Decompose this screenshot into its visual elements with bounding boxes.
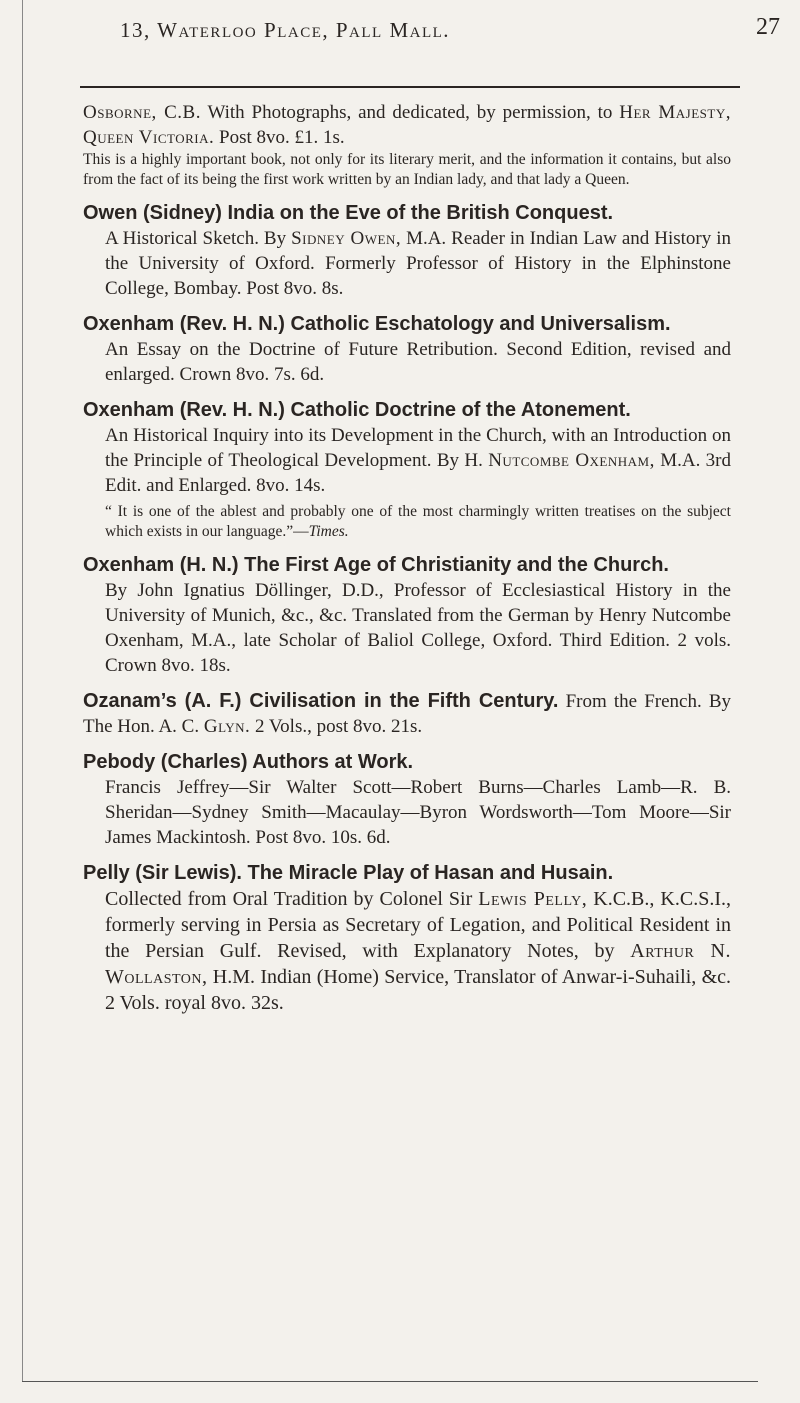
header-rule (80, 86, 740, 88)
catalogue-entry-owen (83, 200, 731, 301)
entry-text: With Photographs, and dedicated, by permission, to (200, 102, 620, 123)
entry-heading: Oxenham (Rev. H. N.) Catholic Eschatology and Universalism. (83, 313, 671, 335)
entry-description (83, 886, 731, 1016)
catalogue-entry-oxenham-atonement (83, 397, 731, 542)
entry-author: Nutcombe Oxenham, (488, 450, 655, 471)
page-number: 27 (756, 14, 780, 40)
catalogue-entry-osborne (83, 100, 731, 190)
catalogue-entry-oxenham-first-age (83, 552, 731, 678)
entry-text: Collected from Oral Tradition by Colonel Sir (105, 888, 479, 910)
entry-author: Lewis Pelly, (478, 888, 588, 910)
catalogue-entry-ozanam (83, 688, 731, 739)
entry-text: K.C.B., K.C.S.I., formerly serving in Persia as Secretary of Legation, and Political Resident in the Persian Gulf. Revised, with Explanatory Notes, by (105, 888, 731, 962)
catalogue-entries (83, 100, 731, 1026)
catalogue-entry-pebody (83, 749, 731, 850)
entry-heading: Pebody (Charles) Authors at Work. (83, 751, 414, 773)
entry-heading: Pelly (Sir Lewis). The Miracle Play of Hasan and Husain. (83, 862, 614, 884)
entry-heading: Oxenham (H. N.) The First Age of Christianity and the Church. (83, 554, 669, 576)
header-title: 13, Waterloo Place, Pall Mall. (120, 18, 451, 42)
entry-text: A Historical Sketch. By (105, 228, 292, 249)
entry-heading: Ozanam’s (A. F.) Civilisation in the Fifth Century. (83, 690, 559, 712)
entry-author: Glyn. (203, 716, 251, 737)
entry-text: H.M. Indian (Home) Service, Translator of Anwar-i-Suhaili, &c. 2 Vols. royal 8vo. 32s. (105, 966, 731, 1014)
entry-text: 2 Vols., post 8vo. 21s. (250, 716, 423, 737)
entry-description (83, 688, 731, 739)
entry-text: M.A. Reader in Indian Law and History in the University of Oxford. Formerly Professor of History in the Elphinstone College, Bombay. Post 8vo. 8s. (105, 228, 731, 299)
entry-description (83, 423, 731, 498)
entry-description: An Essay on the Doctrine of Future Retribution. Second Edition, revised and enlarged. Crown 8vo. 7s. 6d. (105, 339, 731, 385)
entry-description: Francis Jeffrey—Sir Walter Scott—Robert Burns—Charles Lamb—R. B. Sheridan—Sydney Smith—Macaulay—Byron Wordsworth—Tom Moore—Sir James Mackintosh. Post 8vo. 10s. 6d. (105, 777, 731, 848)
left-margin-line (22, 0, 23, 1381)
entry-author: Osborne, C.B. (83, 102, 201, 123)
entry-heading: Owen (Sidney) India on the Eve of the British Conquest. (83, 202, 614, 224)
entry-text: An Historical Inquiry into its Development in the Church, with an Introduction on the Principle of Theological Development. By H. (105, 425, 731, 471)
running-header (120, 14, 780, 48)
quote-text: “ It is one of the ablest and probably one of the most charmingly written treatises on the subject which exists in our language.”— (105, 503, 731, 540)
entry-note: This is a highly important book, not only for its literary merit, and the information it contains, but also from the fact of its being the first work written by an Indian lady, and that lady a Queen. (83, 151, 731, 188)
entry-text: M.A. 3rd Edit. and Enlarged. 8vo. 14s. (105, 450, 731, 496)
entry-text: From the French. By The Hon. A. C. (83, 691, 731, 737)
entry-description (83, 226, 731, 301)
entry-price: Post 8vo. £1. 1s. (214, 127, 345, 148)
entry-description (83, 100, 731, 150)
entry-review-quote (83, 502, 731, 542)
quote-source: Times. (308, 523, 349, 540)
entry-dedicatee: Her Majesty, Queen Victoria. (83, 102, 731, 148)
entry-description: By John Ignatius Döllinger, D.D., Professor of Ecclesiastical History in the University of Munich, &c., &c. Translated from the German by Henry Nutcombe Oxenham, M.A., late Scholar of Baliol College, Oxford. Third Edition. 2 vols. Crown 8vo. 18s. (105, 580, 731, 676)
catalogue-entry-pelly (83, 860, 731, 1016)
entry-author: Sidney Owen, (291, 228, 402, 249)
entry-author: Arthur N. Wollaston, (105, 940, 731, 988)
catalogue-entry-oxenham-eschatology (83, 311, 731, 387)
footer-rule (22, 1381, 758, 1382)
entry-heading: Oxenham (Rev. H. N.) Catholic Doctrine of the Atonement. (83, 399, 631, 421)
